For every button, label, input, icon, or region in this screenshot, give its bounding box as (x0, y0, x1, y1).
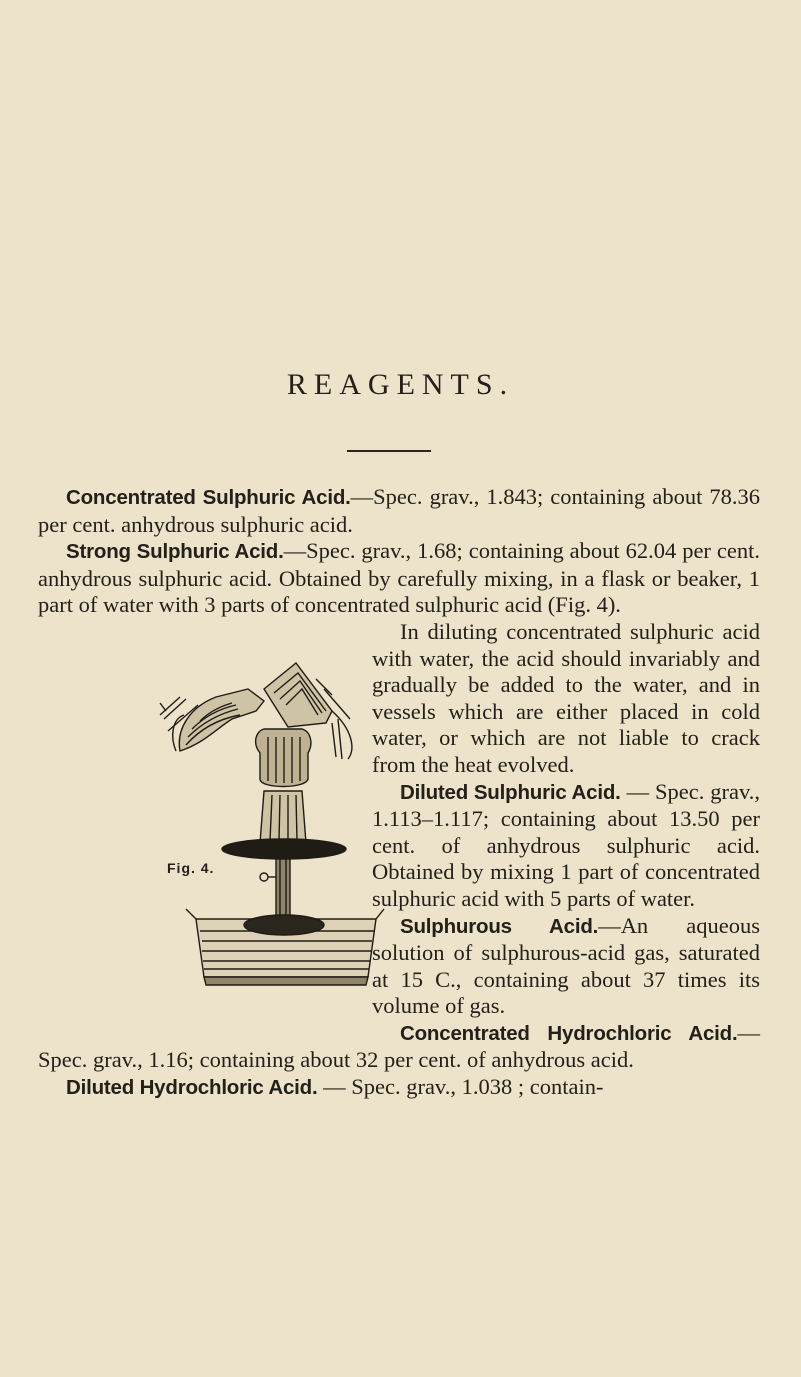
body-text (38, 484, 760, 1102)
definition: —An aqueous solution of sulphurous-acid gas, saturated at 15 C., containing about 37 times its volume of gas. (372, 912, 760, 1019)
definition: —Spec. grav., 1.16; containing about 32 per cent. of anhydrous acid. (38, 1019, 760, 1073)
term: Diluted Hydrochloric Acid. (66, 1076, 318, 1100)
definition: —Spec. grav., 1.843; containing about 78.36 per cent. anhydrous sulphuric acid. (38, 484, 760, 537)
flask-apparatus-illustration (156, 619, 386, 999)
note-text: In diluting concentrated sulphuric acid with water, the acid should invariably and gradually be added to the water, and in vessels which are either placed in cold water, or which are not liable to crack from the heat evolved. (372, 618, 760, 777)
paragraph-concentrated-hydrochloric (38, 1020, 760, 1074)
term: Diluted Sulphuric Acid. (400, 780, 621, 804)
title-rule (347, 450, 431, 452)
paragraph-strong-sulphuric (38, 538, 760, 619)
paragraph-diluted-hydrochloric (38, 1074, 760, 1102)
term: Concentrated Sulphuric Acid. (66, 486, 351, 509)
term: Sulphurous Acid. (400, 914, 599, 938)
term: Strong Sulphuric Acid. (66, 540, 284, 564)
term: Concentrated Hydrochloric Acid. (400, 1021, 738, 1045)
definition: — Spec. grav., 1.113–1.117; containing about 13.50 per cent. of anhydrous sulphuric acid. Obtained by mixing 1 part of concentrated sulphuric acid with 5 parts of water. (372, 778, 760, 911)
definition: —Spec. grav., 1.68; containing about 62.04 per cent. anhydrous sulphuric acid. Obtained by carefully mixing, in a flask or beaker, 1 part of water with 3 parts of concentrated sulphuric acid (Fig. 4). (38, 538, 760, 618)
paragraph-concentrated-sulphuric (38, 484, 760, 538)
definition: — Spec. grav., 1.038 ; contain- (317, 1074, 604, 1100)
figure-caption: Fig. 4. (167, 860, 215, 876)
page-title: REAGENTS. (286, 368, 515, 401)
figure-region (38, 619, 368, 1023)
